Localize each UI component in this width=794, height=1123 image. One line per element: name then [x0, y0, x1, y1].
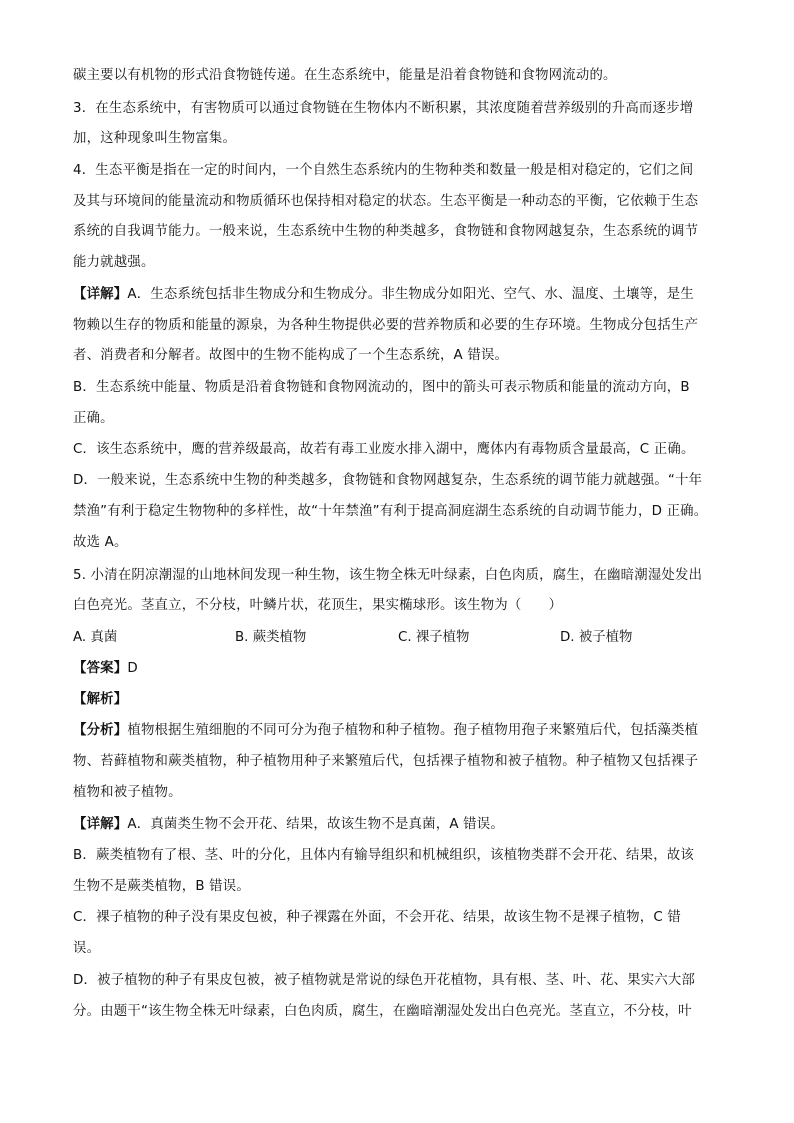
text-line: 者、消费者和分解者。故图中的生物不能构成了一个生态系统，A 错误。 [73, 348, 509, 363]
text-line: 系统的自我调节能力。一般来说，生态系统中生物的种类越多，食物链和食物网越复杂，生态系统的调节 [73, 224, 699, 239]
detail-paragraph-line [73, 285, 723, 305]
text-span: A．生态系统包括非生物成分和生物成分。非生物成分如阳光、空气、水、温度、土壤等，是生 [127, 287, 694, 302]
text-line: C．裸子植物的种子没有果皮包被，种子裸露在外面，不会开花、结果，故该生物不是裸子植物，C 错 [73, 910, 681, 925]
option-b: B. 蕨类植物 [235, 630, 307, 645]
text-line: C．该生态系统中，鹰的营养级最高，故若有毒工业废水排入湖中，鹰体内有毒物质含量最高，C 正确。 [73, 442, 695, 457]
analysis-tag: 【解析】 [73, 692, 128, 707]
text-line: B．蕨类植物有了根、茎、叶的分化，且体内有输导组织和机械组织，该植物类群不会开花、结果，故该 [73, 848, 694, 863]
fenxi-tag: 【分析】 [73, 723, 128, 738]
option-c: C. 裸子植物 [398, 630, 470, 645]
detail-tag: 【详解】 [73, 287, 128, 302]
detail-paragraph-line [73, 815, 723, 835]
question-line: 5. 小清在阴凉潮湿的山地林间发现一种生物，该生物全株无叶绿素，白色肉质，腐生，在幽暗潮湿处发出 [73, 568, 703, 583]
text-line: 加，这种现象叫生物富集。 [73, 131, 237, 146]
text-line: 4．生态平衡是指在一定的时间内，一个自然生态系统内的生物种类和数量一般是相对稳定的，它们之间 [73, 163, 694, 178]
text-line: 禁渔”有利于稳定生物物种的多样性，故“十年禁渔”有利于提高洞庭湖生态系统的自动调节能力，D 正确。 [73, 504, 708, 519]
text-line: 物赖以生存的物质和能量的源泉，为各种生物提供必要的营养物质和必要的生存环境。生物成分包括生产 [73, 318, 699, 333]
text-line: 正确。 [73, 411, 114, 426]
answer-value: D [127, 661, 138, 676]
text-span: A．真菌类生物不会开花、结果，故该生物不是真菌，A 错误。 [127, 817, 504, 832]
text-line: B．生态系统中能量、物质是沿着食物链和食物网流动的，图中的箭头可表示物质和能量的流动方向，B [73, 380, 690, 395]
answer-tag: 【答案】 [73, 661, 128, 676]
text-line: D．被子植物的种子有果皮包被，被子植物就是常说的绿色开花植物，具有根、茎、叶、花、果实六大部 [73, 973, 696, 988]
answer-line [73, 659, 723, 679]
text-line: 碳主要以有机物的形式沿食物链传递。在生态系统中，能量是沿着食物链和食物网流动的。 [73, 68, 617, 83]
option-a: A. 真菌 [73, 630, 118, 645]
analysis-paragraph-line [73, 721, 723, 741]
text-line: 植物和被子植物。 [73, 785, 182, 800]
text-line: 生物不是蕨类植物，B 错误。 [73, 879, 250, 894]
text-line: 及其与环境间的能量流动和物质循环也保持相对稳定的状态。生态平衡是一种动态的平衡，它依赖于生态 [73, 194, 699, 209]
text-line: 物、苔藓植物和蕨类植物，种子植物用种子来繁殖后代，包括裸子植物和被子植物。种子植物又包括裸子 [73, 754, 699, 769]
text-line: 故选 A。 [73, 535, 128, 550]
text-span: 植物根据生殖细胞的不同可分为孢子植物和种子植物。孢子植物用孢子来繁殖后代，包括藻类植 [127, 723, 699, 738]
text-line: D．一般来说，生态系统中生物的种类越多，食物链和食物网越复杂，生态系统的调节能力就越强。“十年 [73, 473, 703, 488]
text-line: 3．在生态系统中，有害物质可以通过食物链在生物体内不断积累，其浓度随着营养级别的升高而逐步增 [73, 101, 694, 116]
option-d: D. 被子植物 [560, 630, 633, 645]
question-line: 白色亮光。茎直立，不分枝，叶鳞片状，花顶生，果实椭球形。该生物为（ ） [73, 598, 563, 613]
text-line: 能力就越强。 [73, 255, 155, 270]
text-line: 误。 [73, 941, 101, 956]
analysis-heading [73, 690, 723, 710]
text-line: 分。由题干“该生物全株无叶绿素，白色肉质，腐生，在幽暗潮湿处发出白色亮光。茎直立，不分枝，叶 [73, 1004, 692, 1019]
detail-tag: 【详解】 [73, 817, 128, 832]
